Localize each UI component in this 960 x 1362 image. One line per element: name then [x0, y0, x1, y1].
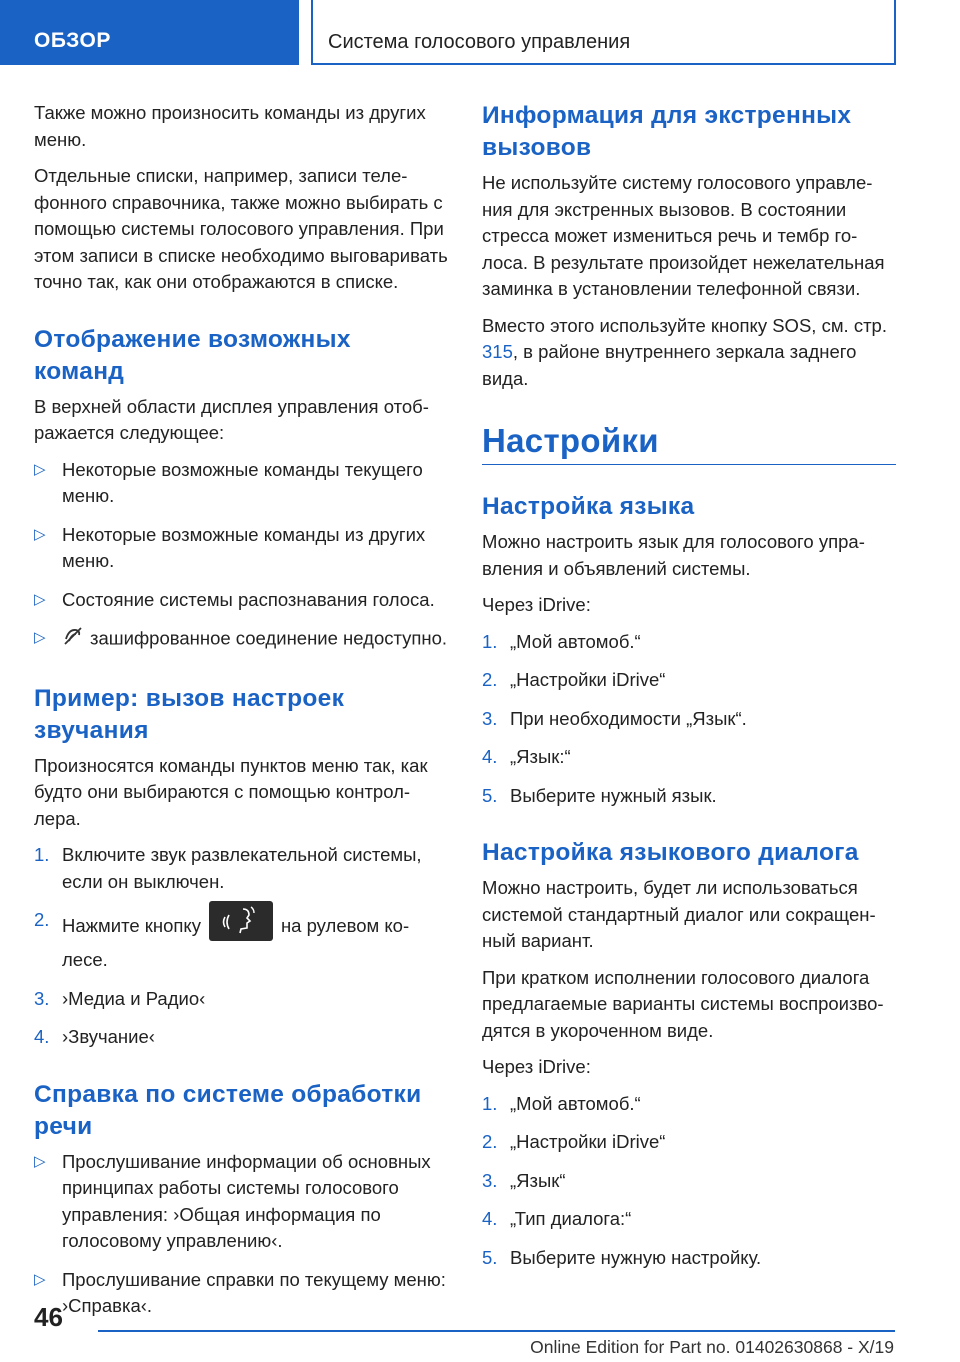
paragraph: Вместо этого используйте кнопку SOS, см. стр. 315, в районе внутреннего зеркала заднего вида.: [482, 314, 887, 389]
paragraph: Отдельные списки, например, записи телефонного справочника, также можно выбирать с помощью системы голосового управления. При этом записи в списке необходимо выговаривать точно так, как они отображаются в списке.: [34, 165, 448, 292]
heading-dialog: Настройка языкового диалога: [482, 839, 859, 866]
footer-divider: [98, 1330, 895, 1332]
paragraph: Можно настроить, будет ли использоваться системой стандартный диалог или сокращенный вариант.: [482, 877, 876, 951]
help-list: [34, 1149, 448, 1320]
triangle-bullet-icon: ▷: [34, 629, 46, 646]
triangle-bullet-icon: ▷: [34, 525, 46, 543]
list-item: 5. Выберите нужный язык.: [482, 784, 717, 806]
page-number: 46: [34, 1302, 63, 1332]
paragraph: Можно настроить язык для голосового управления и объявлений системы.: [482, 531, 865, 579]
heading-display-commands: Отображение возможных команд: [34, 325, 351, 385]
list-item: 4. „Тип диалога:“: [482, 1208, 632, 1229]
display-list: [34, 457, 448, 655]
list-item: 3. При необходимости „Язык“.: [482, 707, 747, 729]
list-item: 2. Нажмите кнопку на рулевом колесе.: [34, 907, 448, 974]
section-title: ОБЗОР: [34, 29, 111, 52]
list-item: ▷ зашифрованное соединение недоступно.: [34, 625, 448, 655]
triangle-bullet-icon: ▷: [34, 590, 46, 608]
paragraph: При кратком исполнении голосового диалога предлагаемые варианты системы воспроизводятся в укороченном виде.: [482, 966, 884, 1041]
list-item: 3. „Язык“: [482, 1169, 566, 1191]
dialog-steps: [482, 1091, 896, 1272]
heading-emergency: Информация для экстренных вызовов: [482, 102, 852, 161]
list-item: ▷ Некоторые возможные команды текущего меню.: [34, 458, 423, 506]
heading-settings: Настройки: [482, 420, 896, 465]
left-column: [34, 100, 448, 1332]
list-item: ▷ Прослушивание справки по текущему меню: ›Справка‹.: [34, 1268, 446, 1316]
heading-language: Настройка языка: [482, 493, 695, 520]
list-item: 2. „Настройки iDrive“: [482, 1131, 666, 1152]
list-item: ▷ Состояние системы распознавания голоса.: [34, 587, 448, 614]
chapter-title: Система голосового управления: [328, 31, 631, 53]
paragraph: Произносятся команды пунктов меню так, как будто они выбираются с помощью контроллера.: [34, 754, 428, 829]
heading-help: Справка по системе обработки речи: [34, 1080, 422, 1140]
list-item: 5. Выберите нужную настройку.: [482, 1246, 762, 1268]
paragraph: Также можно произносить команды из других меню.: [34, 102, 426, 150]
encrypted-connection-off-icon: [62, 625, 84, 655]
chapter-header: [311, 0, 896, 65]
list-item: 1. Включите звук развлекательной системы, если он выключен.: [34, 844, 422, 892]
paragraph: В верхней области дисплея управления отображается следующее:: [34, 395, 429, 443]
list-item: 1. „Мой автомоб.“: [482, 1092, 641, 1114]
list-item: 1. „Мой автомоб.“: [482, 630, 641, 652]
edition-note: Online Edition for Part no. 01402630868 - X/19: [530, 1337, 894, 1357]
triangle-bullet-icon: ▷: [34, 460, 46, 478]
heading-example: Пример: вызов настроек звучания: [34, 684, 345, 744]
triangle-bullet-icon: ▷: [34, 1270, 46, 1288]
list-item: ▷ Прослушивание информации об основных принципах работы системы голосового управления: ›Общая информация по голосовому управлению‹.: [34, 1150, 431, 1251]
list-item: 2. „Настройки iDrive“: [482, 669, 666, 690]
list-item: 4. „Язык:“: [482, 746, 571, 767]
paragraph: Через iDrive:: [482, 594, 591, 615]
paragraph: Не используйте систему голосового управления для экстренных вызовов. В состоянии стресса может измениться речь и тембр голоса. В результате произойдет нежелательная заминка в установлении телефонной связи.: [482, 172, 885, 299]
list-item: 4. ›Звучание‹: [34, 1026, 155, 1047]
paragraph: Через iDrive:: [482, 1056, 591, 1077]
example-steps: [34, 842, 448, 1051]
section-tab: [0, 0, 299, 65]
list-item: 3. ›Медиа и Радио‹: [34, 987, 206, 1009]
page-link-315[interactable]: 315: [482, 341, 513, 362]
triangle-bullet-icon: ▷: [34, 1152, 46, 1170]
right-column: [482, 100, 896, 1283]
voice-control-button-icon: [209, 901, 273, 941]
language-steps: [482, 629, 896, 810]
list-item: ▷ Некоторые возможные команды из других меню.: [34, 523, 426, 571]
